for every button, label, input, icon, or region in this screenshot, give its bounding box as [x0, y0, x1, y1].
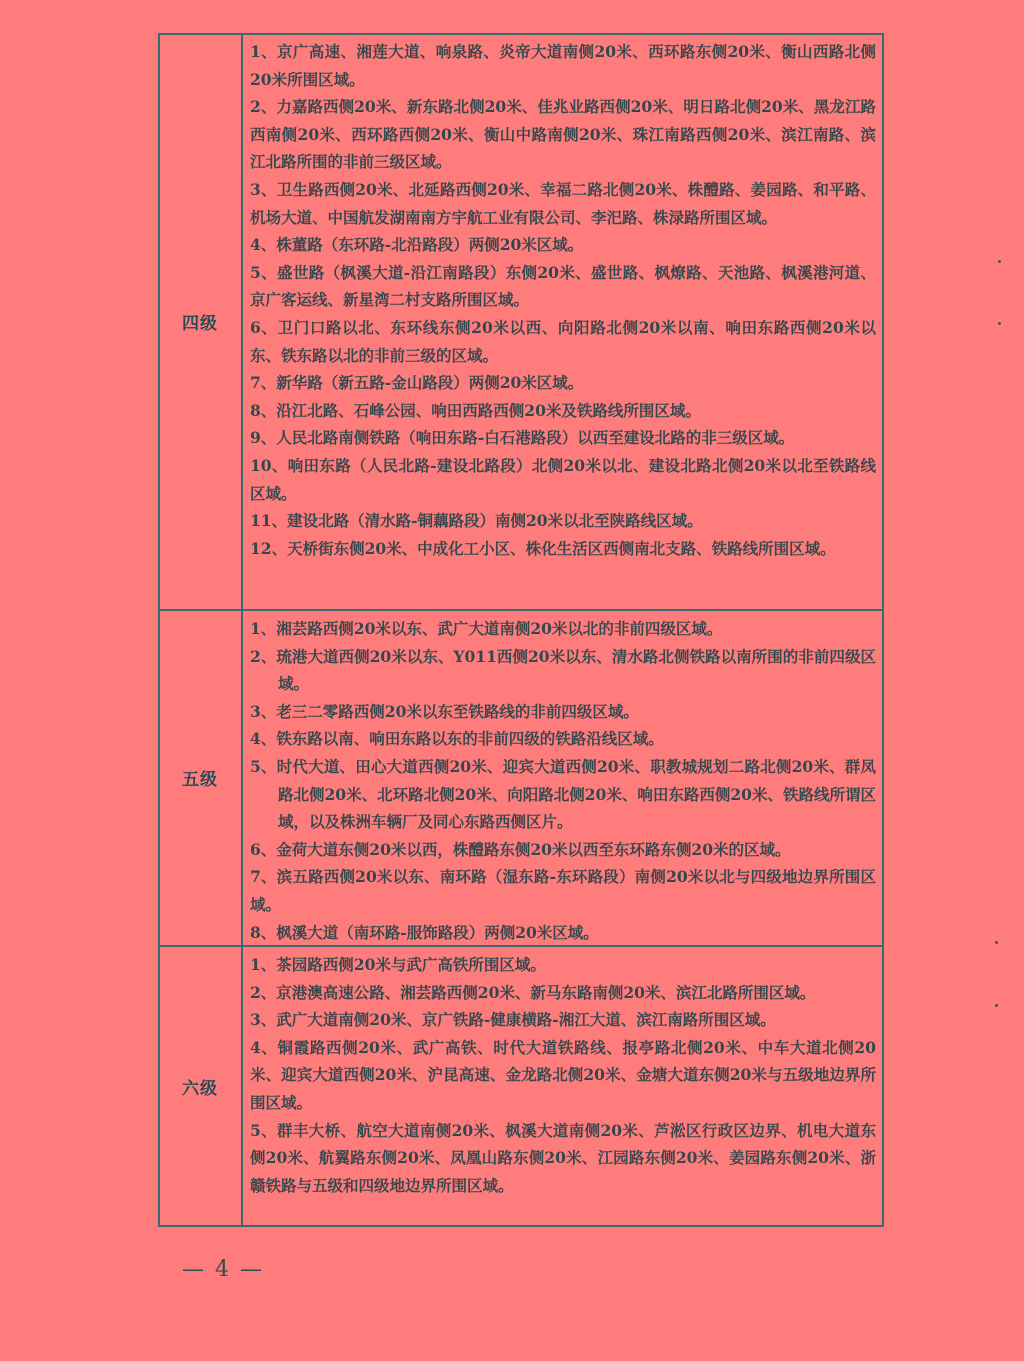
list-item: 5、群丰大桥、航空大道南侧20米、枫溪大道南侧20米、芦淞区行政区边界、机电大道东侧20米、航翼路东侧20米、凤凰山路东侧20米、江园路东侧20米、姜园路东侧20米、浙赣铁路与五级和四级地边界所围区域。 — [250, 1120, 876, 1195]
list-item: 7、新华路（新五路-金山路段）两侧20米区域。 — [250, 373, 584, 393]
list-item: 2、琉港大道西侧20米以东、Y011西侧20米以东、清水路北侧铁路以南所围的非前四级区域。 — [250, 646, 876, 694]
grade-label: 五级 — [182, 770, 218, 790]
list-item: 3、武广大道南侧20米、京广铁路-健康横路-湘江大道、滨江南路所围区域。 — [250, 1010, 776, 1030]
page-number: — 4 — — [182, 1257, 264, 1282]
table-row-divider — [158, 609, 884, 611]
list-item: 9、人民北路南侧铁路（响田东路-白石港路段）以西至建设北路的非三级区域。 — [250, 428, 795, 448]
list-item: 4、铁东路以南、响田东路以东的非前四级的铁路沿线区域。 — [250, 729, 664, 749]
scan-speck — [998, 322, 1001, 325]
list-item: 8、沿江北路、石峰公园、响田西路西侧20米及铁路线所围区域。 — [250, 400, 701, 420]
grade-label: 六级 — [182, 1079, 218, 1099]
table-row-grade-4 — [158, 33, 884, 609]
list-item: 4、铜霞路西侧20米、武广高铁、时代大道铁路线、报亭路北侧20米、中车大道北侧20米、迎宾大道西侧20米、沪昆高速、金龙路北侧20米、金塘大道东侧20米与五级地边界所围区域。 — [250, 1037, 876, 1112]
table-row-grade-5 — [158, 610, 884, 945]
list-item: 3、老三二零路西侧20米以东至铁路线的非前四级区域。 — [250, 701, 639, 721]
list-item: 5、时代大道、田心大道西侧20米、迎宾大道西侧20米、职教城规划二路北侧20米、群凤路北侧20米、北环路北侧20米、向阳路北侧20米、响田东路西侧20米、铁路线所谓区域，以及株洲车辆厂及同心东路西侧区片。 — [250, 756, 876, 832]
list-item: 4、株董路（东环路-北沿路段）两侧20米区域。 — [250, 235, 584, 255]
table-border-bottom — [158, 1225, 884, 1227]
table-row-divider — [158, 945, 884, 947]
list-item: 5、盛世路（枫溪大道-沿江南路段）东侧20米、盛世路、枫燎路、天池路、枫溪港河道、京广客运线、新星湾二村支路所围区域。 — [250, 262, 876, 310]
table-border-right — [882, 33, 884, 1227]
land-grade-table — [158, 33, 884, 1227]
list-item: 1、湘芸路西侧20米以东、武广大道南侧20米以北的非前四级区域。 — [250, 619, 723, 638]
list-item: 7、滨五路西侧20米以东、南环路（湿东路-东环路段）南侧20米以北与四级地边界所围区域。 — [250, 867, 876, 914]
list-item: 1、茶园路西侧20米与武广高铁所围区域。 — [250, 955, 546, 974]
table-row-grade-6 — [158, 946, 884, 1227]
list-item: 12、天桥街东侧20米、中成化工小区、株化生活区西侧南北支路、铁路线所围区域。 — [250, 538, 836, 558]
list-item: 1、京广高速、湘莲大道、响泉路、炎帝大道南侧20米、西环路东侧20米、衡山西路北侧20米所围区域。 — [250, 42, 876, 89]
grade-label: 四级 — [182, 313, 218, 334]
list-item: 2、京港澳高速公路、湘芸路西侧20米、新马东路南侧20米、滨江北路所围区域。 — [250, 982, 816, 1002]
list-item: 6、卫门口路以北、东环线东侧20米以西、向阳路北侧20米以南、响田东路西侧20米以东、铁东路以北的非前三级的区域。 — [250, 317, 876, 365]
table-column-divider — [241, 33, 243, 1227]
scan-speck — [995, 1004, 998, 1007]
grade-description — [242, 33, 884, 609]
table-border-top — [158, 33, 884, 35]
scan-speck — [995, 941, 998, 944]
grade-description — [242, 946, 884, 1227]
list-item: 10、响田东路（人民北路-建设北路段）北侧20米以北、建设北路北侧20米以北至铁路线区域。 — [250, 455, 876, 503]
list-item: 3、卫生路西侧20米、北延路西侧20米、幸福二路北侧20米、株醴路、姜园路、和平路、机场大道、中国航发湖南南方宇航工业有限公司、李汜路、株渌路所围区域。 — [250, 179, 876, 227]
list-item: 6、金荷大道东侧20米以西，株醴路东侧20米以西至东环路东侧20米的区域。 — [250, 839, 791, 859]
table-border-left — [158, 33, 160, 1227]
list-item: 11、建设北路（清水路-铜藕路段）南侧20米以北至陕路线区域。 — [250, 511, 703, 531]
grade-description — [242, 610, 884, 945]
list-item: 8、枫溪大道（南环路-服饰路段）两侧20米区域。 — [250, 922, 599, 942]
scan-speck — [998, 260, 1001, 263]
list-item: 2、力嘉路西侧20米、新东路北侧20米、佳兆业路西侧20米、明日路北侧20米、黑龙江路西南侧20米、西环路西侧20米、衡山中路南侧20米、珠江南路西侧20米、滨江南路、滨江北路所围的非前三级区域。 — [250, 97, 876, 172]
